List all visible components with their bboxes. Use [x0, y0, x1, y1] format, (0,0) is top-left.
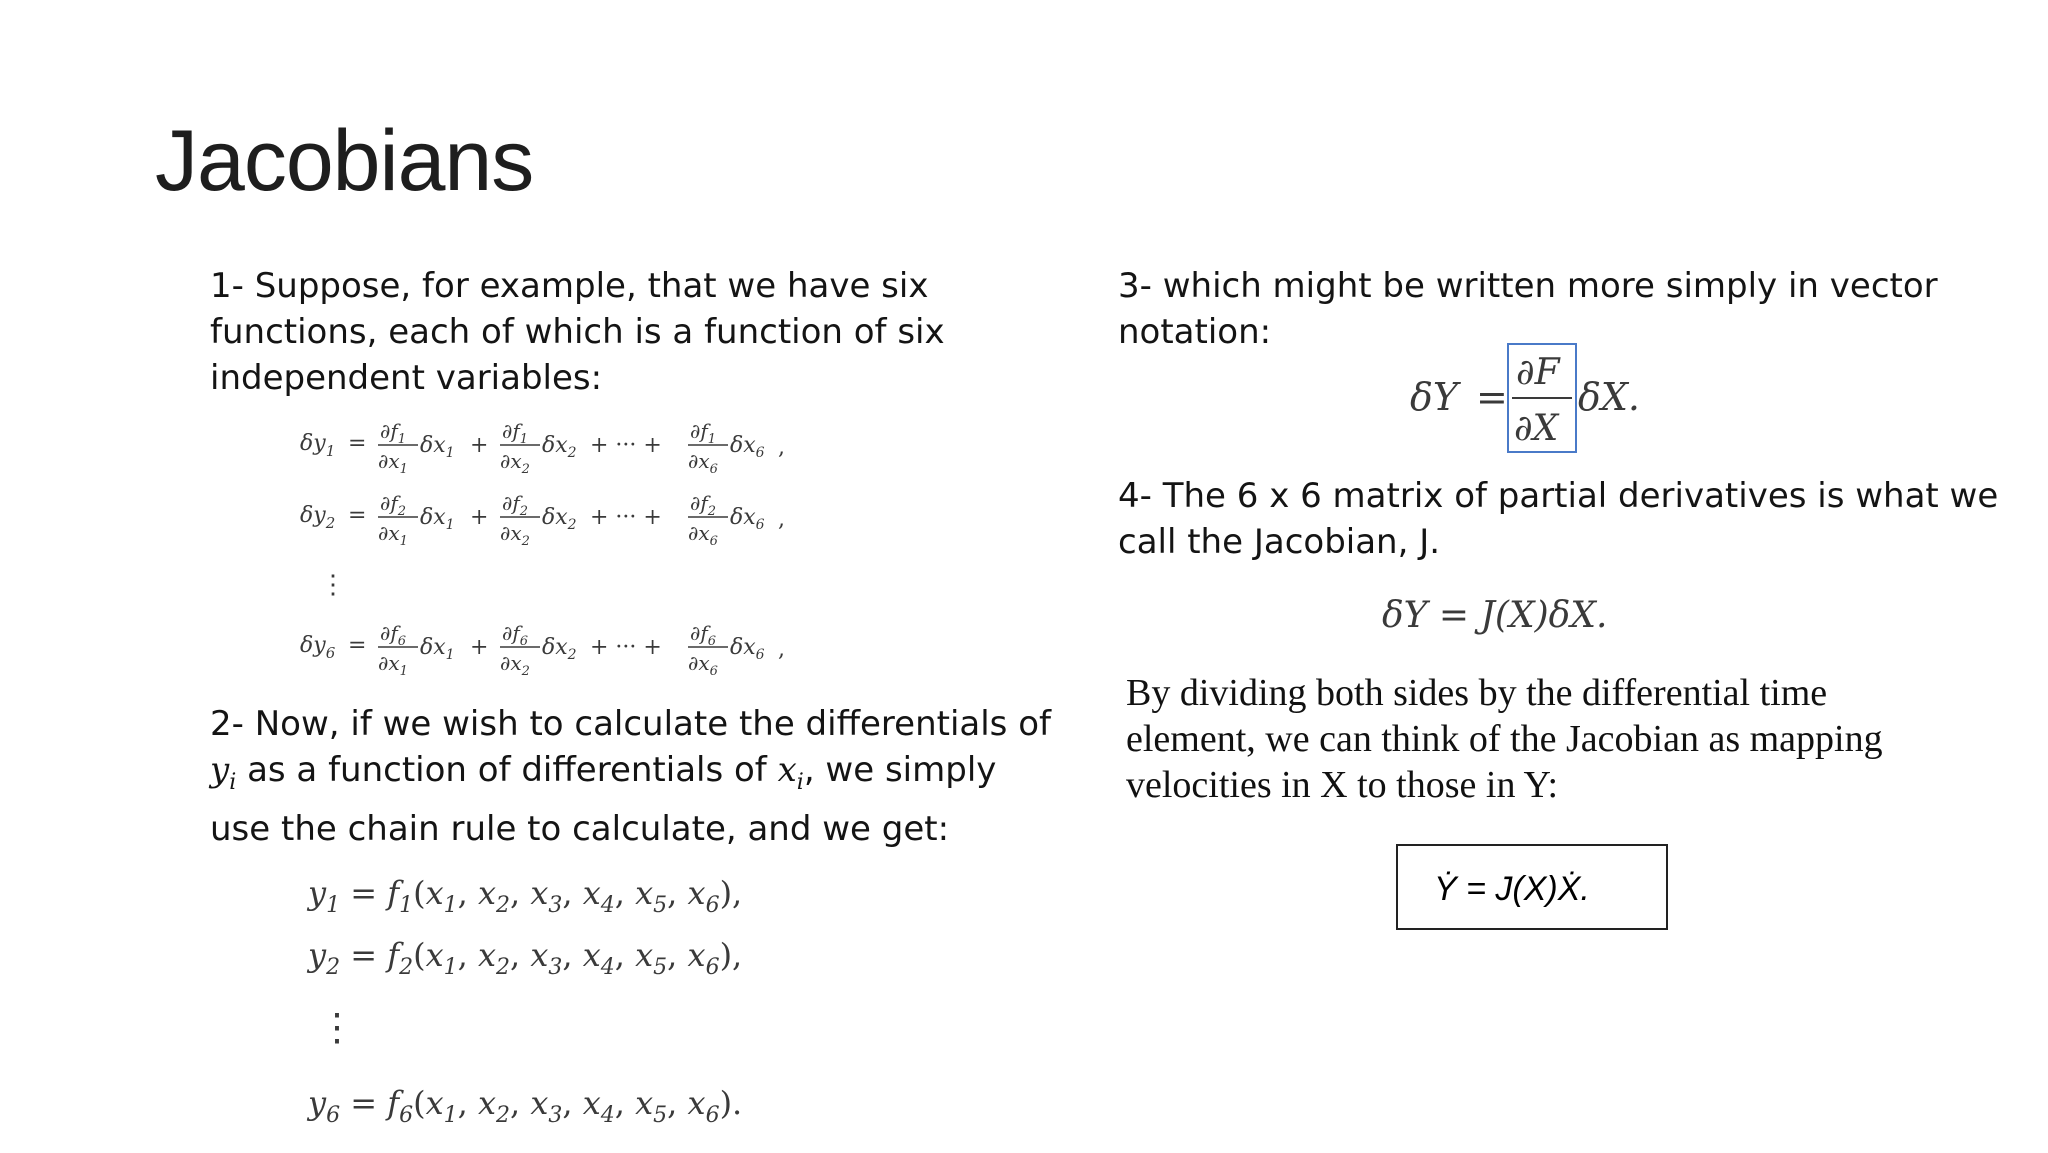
- svg-text:δy1: $\delta y_1$: [300, 431, 336, 460]
- paragraph-4: [1118, 473, 1998, 565]
- paragraph-2-line-3: use the chain rule to calculate, and we get:: [210, 808, 950, 849]
- paragraph-1-line-3: independent variables:: [210, 358, 603, 398]
- paragraph-5: [1126, 670, 1883, 808]
- velocity-equation-svg: [1398, 846, 1666, 928]
- paragraph-2-line-1: 2- Now, if we wish to calculate the differentials of: [210, 704, 1051, 744]
- paragraph-4-line-2: call the Jacobian, J.: [1118, 522, 1441, 562]
- paragraph-5-line-2: element, we can think of the Jacobian as mapping: [1126, 718, 1883, 760]
- svg-text:+: +: [470, 635, 489, 660]
- svg-text:δx1: $\delta x_1$: [420, 433, 455, 461]
- svg-text:δx6: $\delta x_6$: [730, 505, 765, 533]
- svg-text:,: ,: [778, 435, 785, 460]
- differential-row-2: [300, 491, 785, 549]
- paragraph-2-mid: as a function of differentials of: [236, 750, 778, 790]
- jacobian-equation-text: δY = J(X)δX.: [1382, 595, 1608, 636]
- paragraph-5-line-1: By dividing both sides by the differential time: [1126, 672, 1828, 714]
- functions-svg: [300, 868, 820, 1148]
- svg-text:∂x2: $\partial x_2$: [500, 651, 530, 679]
- jacobian-equation: [1378, 583, 1698, 648]
- svg-text:=: =: [348, 503, 367, 528]
- vector-equals: =: [1476, 375, 1508, 419]
- function-row-1: $y_1 = f_1(x_1$, $x_2$, $x_3$, $x_4$, $x_5$, $x_6$),: [308, 874, 743, 918]
- velocity-equation-text: Ẏ = J(X)Ẋ.: [1434, 870, 1590, 908]
- svg-text:∂x2: $\partial x_2$: [500, 449, 530, 477]
- vector-equation-svg: [1400, 340, 1660, 460]
- svg-text:∂f1: $\partial f_1$: [380, 419, 407, 447]
- svg-text:δy2: $\delta y_2$: [300, 503, 336, 532]
- svg-text:∂x1: $\partial x_1$: [378, 449, 408, 477]
- symbol-x: x: [777, 750, 797, 790]
- svg-text:∂x6: $\partial x_6$: [688, 521, 718, 549]
- differentials-svg: [290, 410, 810, 690]
- svg-text:∂f2: $\partial f_2$: [502, 491, 529, 519]
- paragraph-2: [210, 701, 1051, 852]
- svg-text:δx2: $\delta x_2$: [542, 433, 577, 461]
- svg-text:∂f1: $\partial f_1$: [690, 419, 717, 447]
- svg-text:,: ,: [778, 507, 785, 532]
- svg-text:∂f2: $\partial f_2$: [690, 491, 717, 519]
- svg-text:∂f6: $\partial f_6$: [502, 621, 529, 649]
- slide-title: Jacobians: [155, 113, 534, 209]
- svg-text:∂x2: $\partial x_2$: [500, 521, 530, 549]
- svg-text:∂f2: $\partial f_2$: [380, 491, 407, 519]
- svg-text:+: +: [470, 505, 489, 530]
- svg-text:∂x1: $\partial x_1$: [378, 521, 408, 549]
- vector-rhs: δX.: [1578, 375, 1641, 419]
- paragraph-2-end: , we simply: [803, 750, 997, 790]
- paragraph-5-line-3: velocities in X to those in Y:: [1126, 764, 1559, 806]
- svg-text:δx6: $\delta x_6$: [730, 635, 765, 663]
- svg-text:=: =: [348, 633, 367, 658]
- paragraph-1-line-2: functions, each of which is a function of six: [210, 312, 945, 352]
- differential-row-6: [300, 621, 785, 679]
- function-vdots: ⋮: [318, 1005, 356, 1049]
- paragraph-3-line-2: notation:: [1118, 312, 1272, 352]
- paragraph-3-line-1: 3- which might be written more simply in vector: [1118, 266, 1938, 306]
- differential-row-1: [300, 419, 785, 477]
- svg-text:∂f6: $\partial f_6$: [690, 621, 717, 649]
- svg-text:δx1: $\delta x_1$: [420, 635, 455, 663]
- svg-text:δx2: $\delta x_2$: [542, 505, 577, 533]
- svg-text:δx2: $\delta x_2$: [542, 635, 577, 663]
- svg-text:=: =: [348, 431, 367, 456]
- jacobian-equation-svg: [1378, 583, 1698, 643]
- svg-text:∂f1: $\partial f_1$: [502, 419, 529, 447]
- svg-text:δx1: $\delta x_1$: [420, 505, 455, 533]
- vector-equation: [1400, 340, 1660, 465]
- svg-text:+ ··· +: + ··· +: [590, 635, 662, 660]
- differential-vdots: ⋮: [320, 570, 346, 600]
- function-row-2: $y_2 = f_2(x_1$, $x_2$, $x_3$, $x_4$, $x_5$, $x_6$),: [308, 936, 743, 980]
- paragraph-1: [210, 263, 945, 401]
- vector-lhs: δY: [1410, 375, 1458, 419]
- velocity-equation-box: [1396, 844, 1668, 930]
- svg-text:∂x6: $\partial x_6$: [688, 651, 718, 679]
- svg-text:∂f6: $\partial f_6$: [380, 621, 407, 649]
- svg-text:δy6: $\delta y_6$: [300, 633, 336, 662]
- svg-text:∂x1: $\partial x_1$: [378, 651, 408, 679]
- paragraph-2-line-2: [210, 747, 1051, 806]
- subscript-i: i: [229, 769, 237, 795]
- vector-denominator: ∂X: [1514, 408, 1559, 449]
- function-row-6: $y_6 = f_6(x_1$, $x_2$, $x_3$, $x_4$, $x_5$, $x_6$).: [308, 1084, 743, 1128]
- subscript-i: i: [796, 769, 804, 795]
- svg-text:,: ,: [778, 637, 785, 662]
- vector-numerator: ∂F: [1516, 352, 1560, 393]
- paragraph-1-line-1: 1- Suppose, for example, that we have six: [210, 266, 929, 306]
- svg-text:δx6: $\delta x_6$: [730, 433, 765, 461]
- svg-text:+ ··· +: + ··· +: [590, 433, 662, 458]
- differentials-equations: [290, 410, 810, 695]
- functions-equations: [300, 868, 820, 1153]
- svg-text:+: +: [470, 433, 489, 458]
- svg-text:∂x6: $\partial x_6$: [688, 449, 718, 477]
- symbol-y: y: [210, 750, 230, 790]
- paragraph-4-line-1: 4- The 6 x 6 matrix of partial derivatives is what we: [1118, 476, 1999, 516]
- svg-text:+ ··· +: + ··· +: [590, 505, 662, 530]
